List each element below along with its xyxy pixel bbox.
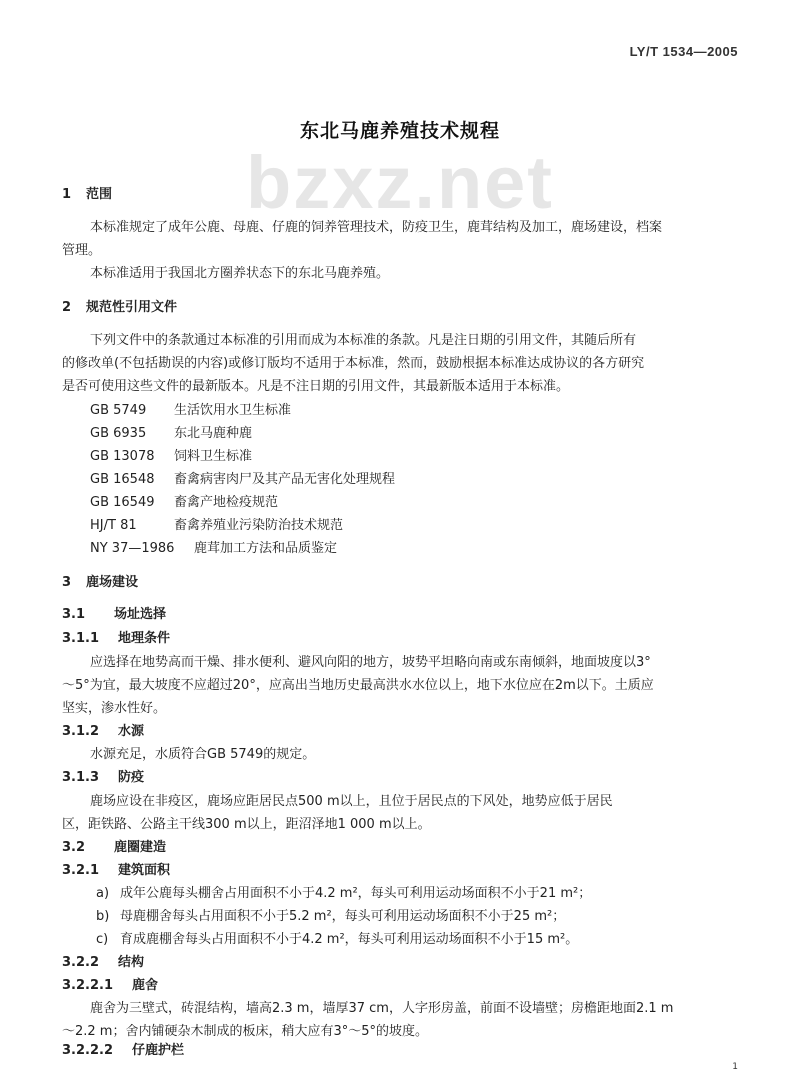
paragraph-line: 水源充足，水质符合GB 5749的规定。 bbox=[90, 747, 316, 762]
paragraph-line: 鹿场应设在非疫区，鹿场应距居民点500 m以上，且位于居民点的下风处，地势应低于居民 bbox=[90, 794, 613, 809]
section-number: 3.1.2 bbox=[62, 724, 100, 739]
section-number: 2 bbox=[62, 300, 72, 315]
reference-item bbox=[90, 472, 395, 488]
paragraph-line: 坚实，渗水性好。 bbox=[62, 701, 167, 716]
section-title: 结构 bbox=[118, 955, 145, 970]
section-2-heading bbox=[62, 300, 177, 316]
section-3-heading bbox=[62, 575, 138, 591]
subsection-3-1-heading bbox=[62, 607, 166, 623]
section-title: 建筑面积 bbox=[118, 863, 171, 878]
section-title: 场址选择 bbox=[114, 607, 167, 622]
section-number: 3.1.3 bbox=[62, 770, 100, 785]
reference-item bbox=[90, 449, 252, 465]
page-title: 东北马鹿养殖技术规程 bbox=[299, 120, 500, 142]
subsection-3-2-1-heading bbox=[62, 863, 170, 879]
watermark: bzxz.net bbox=[246, 141, 554, 224]
paragraph-line: 区，距铁路、公路主干线300 m以上，距沼泽地1 000 m以上。 bbox=[62, 817, 431, 832]
reference-code: GB 6935 bbox=[90, 426, 147, 441]
reference-name: 畜禽产地检疫规范 bbox=[174, 495, 279, 510]
reference-code: GB 16548 bbox=[90, 472, 155, 487]
section-title: 地理条件 bbox=[118, 631, 171, 646]
section-number: 3 bbox=[62, 575, 72, 590]
section-title: 仔鹿护栏 bbox=[132, 1043, 185, 1058]
section-title: 防疫 bbox=[118, 770, 145, 785]
paragraph-line: 本标准适用于我国北方圈养状态下的东北马鹿养殖。 bbox=[90, 266, 390, 281]
list-marker: c) bbox=[96, 932, 109, 947]
section-number: 3.2.2.2 bbox=[62, 1043, 113, 1058]
reference-name: 畜禽养殖业污染防治技术规范 bbox=[174, 518, 344, 533]
paragraph-line: ～5°为宜，最大坡度不应超过20°，应高出当地历史最高洪水水位以上，地下水位应在2m以下。土质应 bbox=[62, 678, 654, 693]
reference-item bbox=[90, 541, 337, 557]
reference-code: GB 5749 bbox=[90, 403, 147, 418]
section-title: 规范性引用文件 bbox=[86, 300, 178, 315]
reference-name: 畜禽病害肉尸及其产品无害化处理规程 bbox=[174, 472, 396, 487]
list-text: 育成鹿棚舍每头占用面积不小于4.2 m²，每头可利用运动场面积不小于15 m²。 bbox=[120, 932, 579, 947]
list-item bbox=[96, 886, 591, 902]
paragraph-line: 的修改单(不包括勘误的内容)或修订版均不适用于本标准，然而，鼓励根据本标准达成协议的各方研究 bbox=[62, 356, 645, 371]
section-title: 鹿舍 bbox=[132, 978, 159, 993]
reference-name: 饲料卫生标准 bbox=[174, 449, 253, 464]
reference-code: HJ/T 81 bbox=[90, 518, 137, 533]
subsection-3-1-1-heading bbox=[62, 631, 170, 647]
section-1-heading bbox=[62, 187, 112, 203]
reference-name: 东北马鹿种鹿 bbox=[174, 426, 253, 441]
paragraph-line: 管理。 bbox=[62, 243, 102, 258]
reference-code: NY 37—1986 bbox=[90, 541, 175, 556]
subsection-3-2-heading bbox=[62, 840, 166, 856]
list-marker: a) bbox=[96, 886, 110, 901]
reference-item bbox=[90, 518, 343, 534]
subsection-3-1-2-heading bbox=[62, 724, 144, 740]
paragraph-line: 应选择在地势高而干燥、排水便利、避风向阳的地方，坡势平坦略向南或东南倾斜，地面坡度以3° bbox=[90, 655, 651, 670]
list-item bbox=[96, 932, 578, 948]
list-item bbox=[96, 909, 565, 925]
section-title: 范围 bbox=[86, 187, 113, 202]
reference-name: 生活饮用水卫生标准 bbox=[174, 403, 292, 418]
subsection-3-2-2-heading bbox=[62, 955, 144, 971]
reference-item bbox=[90, 403, 291, 419]
paragraph-line: 下列文件中的条款通过本标准的引用而成为本标准的条款。凡是注日期的引用文件，其随后所有 bbox=[90, 333, 637, 348]
standard-code: LY/T 1534—2005 bbox=[629, 44, 738, 59]
paragraph-line: 鹿舍为三壁式，砖混结构，墙高2.3 m，墙厚37 cm，人字形房盖，前面不设墙壁；房檐距地面2.1 m bbox=[90, 1001, 674, 1016]
section-number: 1 bbox=[62, 187, 72, 202]
paragraph-line: 本标准规定了成年公鹿、母鹿、仔鹿的饲养管理技术，防疫卫生，鹿茸结构及加工，鹿场建设，档案 bbox=[90, 220, 663, 235]
list-text: 成年公鹿每头棚舍占用面积不小于4.2 m²，每头可利用运动场面积不小于21 m²； bbox=[120, 886, 592, 901]
paragraph-line: 是否可使用这些文件的最新版本。凡是不注日期的引用文件，其最新版本适用于本标准。 bbox=[62, 379, 570, 394]
section-number: 3.2.2 bbox=[62, 955, 100, 970]
section-number: 3.2 bbox=[62, 840, 86, 855]
page-number: 1 bbox=[732, 1062, 738, 1072]
paragraph-line: ～2.2 m；舍内铺硬杂木制成的板床，稍大应有3°～5°的坡度。 bbox=[62, 1024, 429, 1039]
reference-name: 鹿茸加工方法和品质鉴定 bbox=[194, 541, 338, 556]
section-number: 3.2.2.1 bbox=[62, 978, 113, 993]
reference-code: GB 13078 bbox=[90, 449, 155, 464]
reference-code: GB 16549 bbox=[90, 495, 155, 510]
list-text: 母鹿棚舍每头占用面积不小于5.2 m²，每头可利用运动场面积不小于25 m²； bbox=[120, 909, 566, 924]
reference-item bbox=[90, 426, 252, 442]
list-marker: b) bbox=[96, 909, 110, 924]
section-number: 3.2.1 bbox=[62, 863, 100, 878]
section-title: 鹿场建设 bbox=[86, 575, 139, 590]
section-number: 3.1 bbox=[62, 607, 86, 622]
subsection-3-2-2-2-heading bbox=[62, 1043, 184, 1059]
subsection-3-1-3-heading bbox=[62, 770, 144, 786]
section-title: 水源 bbox=[118, 724, 145, 739]
section-title: 鹿圈建造 bbox=[114, 840, 167, 855]
reference-item bbox=[90, 495, 278, 511]
subsection-3-2-2-1-heading bbox=[62, 978, 158, 994]
section-number: 3.1.1 bbox=[62, 631, 100, 646]
